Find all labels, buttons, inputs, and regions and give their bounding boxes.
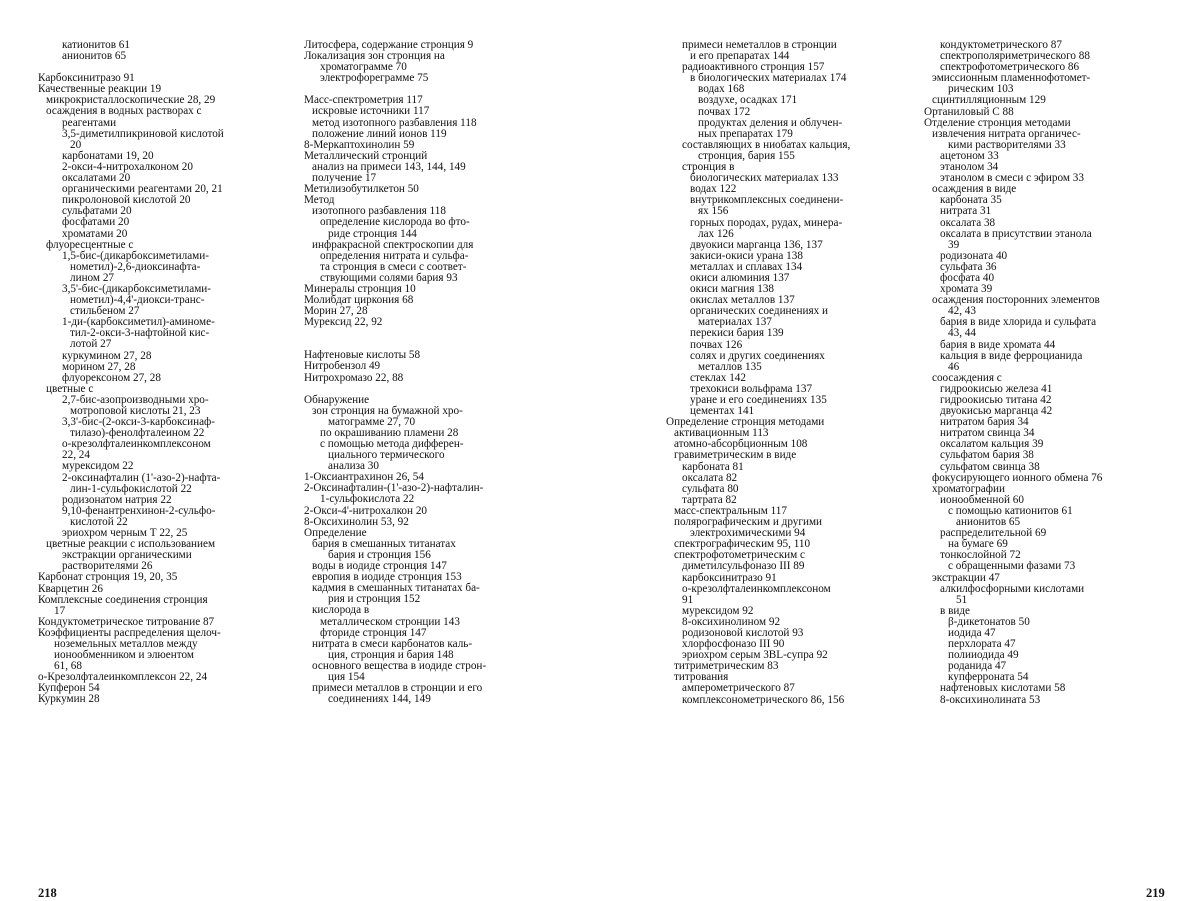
index-entry: анионитов 65 — [956, 516, 1021, 529]
index-entry: алкилфосфорными кислотами — [940, 582, 1085, 595]
index-entry: Метилизобутилкетон 50 — [304, 183, 419, 196]
index-entry: сульфата 80 — [682, 482, 739, 495]
index-entry: распределительной 69 — [940, 527, 1047, 540]
index-entry: ацетоном 33 — [940, 149, 999, 162]
index-entry: воздухе, осадках 171 — [698, 94, 798, 107]
index-entry: нитрата 31 — [940, 205, 992, 218]
index-entry: осаждения в водных растворах с — [46, 105, 202, 118]
index-entry: ция, стронция и бария 148 — [328, 648, 454, 661]
index-entry: Молибдат циркония 68 — [304, 294, 414, 307]
index-entry: 3,5-диметилпикриновой кислотой — [62, 127, 224, 140]
index-entry: ях 156 — [698, 205, 729, 218]
index-entry: карбоната 35 — [940, 194, 1002, 207]
index-entry: кислотой 22 — [70, 515, 128, 528]
index-entry: анализа 30 — [328, 460, 379, 473]
index-entry: 8-Меркаптохинолин 59 — [304, 138, 415, 151]
index-entry: металлическом стронции 143 — [320, 615, 460, 628]
index-entry: флуорексоном 27, 28 — [62, 371, 161, 384]
index-entry: ионообменной 60 — [940, 493, 1024, 506]
index-column-right-2 — [924, 40, 1176, 706]
index-entry: кадмия в смешанных титанатах ба- — [312, 582, 480, 595]
index-entry: мурексидом 92 — [682, 604, 754, 617]
index-entry: гидроокисью железа 41 — [940, 382, 1053, 395]
index-entry: хроматографии — [932, 482, 1005, 495]
index-entry: стильбеном 27 — [70, 305, 140, 318]
index-entry: Металлический стронций — [304, 149, 428, 162]
index-entry: цветные реакции с использованием — [46, 538, 216, 551]
index-entry: почвах 172 — [698, 105, 751, 118]
index-entry: металлов 135 — [698, 360, 762, 373]
index-entry: Куркумин 28 — [38, 693, 100, 706]
index-entry: 22, 24 — [62, 449, 90, 462]
index-entry: лин-1-сульфокислотой 22 — [70, 482, 192, 495]
index-entry: 42, 43 — [948, 305, 976, 318]
index-entry: осаждения в виде — [932, 183, 1017, 196]
index-entry: реагентами — [62, 116, 117, 129]
index-entry: получение 17 — [312, 172, 377, 185]
index-entry: 2-окси-4-нитрохалконом 20 — [62, 160, 193, 173]
index-entry: Карбонат стронция 19, 20, 35 — [38, 571, 178, 584]
index-entry: та стронция в смеси с соответ- — [320, 260, 467, 273]
index-entry: флуоресцентные с — [46, 238, 134, 251]
index-entry: 8-Оксихинолин 53, 92 — [304, 515, 409, 528]
index-entry: мотроповой кислоты 21, 23 — [70, 405, 201, 417]
index-entry: бария в виде хлорида и сульфата — [940, 316, 1097, 329]
index-entry: Метод — [304, 194, 335, 207]
index-entry: нометил)-4,4'-диокси-транс- — [70, 294, 205, 307]
index-entry: хроматограмме 70 — [320, 61, 407, 74]
index-entry: солях и других соединениях — [690, 349, 825, 362]
index-entry: морином 27, 28 — [62, 360, 136, 373]
index-entry: тартрата 82 — [682, 493, 737, 506]
index-entry: атомно-абсорбционным 108 — [674, 438, 808, 451]
index-entry: фокусирующего ионного обмена 76 — [932, 471, 1103, 484]
index-entry — [304, 328, 576, 339]
index-entry: 39 — [948, 238, 960, 251]
left-page — [38, 40, 578, 900]
index-entry: цветные с — [46, 382, 94, 395]
index-entry: спектрографическим 95, 110 — [674, 538, 811, 551]
index-entry: Нафтеновые кислоты 58 — [304, 349, 421, 362]
index-entry: в виде — [940, 604, 971, 617]
index-entry: окиси магния 138 — [690, 283, 775, 296]
index-entry: 2-оксинафталин (1'-азо-2)-нафта- — [62, 471, 221, 484]
index-entry: электрохимическими 94 — [690, 527, 806, 540]
index-entry: воды в иодиде стронция 147 — [312, 560, 447, 573]
index-entry: сульфатами 20 — [62, 205, 132, 218]
index-entry: нометил)-2,6-диоксинафта- — [70, 260, 201, 273]
index-entry: β-дикетонатов 50 — [948, 615, 1030, 628]
index-entry: гидроокисью титана 42 — [940, 394, 1052, 406]
index-entry: матограмме 27, 70 — [328, 415, 416, 428]
index-entry: тилазо)-фенолфталеином 22 — [70, 427, 205, 440]
index-entry: рическим 103 — [948, 83, 1014, 96]
index-entry: куркумином 27, 28 — [62, 349, 152, 362]
index-entry: 1-Оксиантрахинон 26, 54 — [304, 471, 424, 484]
index-entry: Масс-спектрометрия 117 — [304, 94, 423, 107]
index-entry: оксалата в присутствии этанола — [940, 227, 1092, 240]
index-entry: оксалата 38 — [940, 216, 996, 229]
index-column-left-2 — [304, 40, 576, 705]
index-entry: соединениях 144, 149 — [328, 693, 431, 706]
index-entry: Морин 27, 28 — [304, 305, 368, 318]
index-entry: масс-спектральным 117 — [674, 504, 787, 517]
index-entry: ноземельных металлов между — [54, 637, 198, 650]
index-entry: инфракрасной спектроскопии для — [312, 238, 474, 251]
index-entry: с обращенными фазами 73 — [948, 560, 1076, 573]
index-entry: спектрополяриметрического 88 — [940, 50, 1090, 63]
index-entry: Мурексид 22, 92 — [304, 316, 383, 329]
index-entry: рия и стронция 152 — [328, 593, 421, 606]
index-entry: тил-2-окси-3-нафтойной кис- — [70, 327, 210, 340]
index-entry: о-крезолфталеинкомплексоном — [62, 438, 211, 451]
index-entry: родизоновой кислотой 93 — [682, 626, 804, 639]
index-entry: трехокиси вольфрама 137 — [690, 382, 813, 395]
index-entry: 91 — [682, 593, 694, 606]
index-entry: фториде стронция 147 — [320, 626, 427, 639]
index-entry: титриметрическим 83 — [674, 660, 779, 673]
index-entry: в биологических материалах 174 — [690, 72, 847, 85]
index-entry: извлечения нитрата органичес- — [932, 127, 1081, 140]
page-number-left: 218 — [38, 886, 57, 900]
index-entry: Минералы стронция 10 — [304, 282, 416, 295]
index-entry: определения нитрата и сульфа- — [320, 249, 469, 262]
index-entry: этанолом 34 — [940, 161, 999, 174]
index-entry: 2-Оксинафталин-(1'-азо-2)-нафталин- — [304, 482, 484, 495]
index-entry: лином 27 — [70, 271, 115, 284]
index-entry: этанолом в смеси с эфиром 33 — [940, 172, 1084, 185]
index-entry: определение кислорода во фто- — [320, 216, 470, 229]
index-entry: искровые источники 117 — [312, 105, 430, 118]
index-entry: водах 122 — [690, 183, 737, 196]
index-entry: 43, 44 — [948, 327, 976, 340]
right-page — [666, 40, 1176, 900]
index-entry: растворителями 26 — [62, 560, 153, 573]
index-entry: на бумаге 69 — [948, 538, 1008, 551]
index-entry: с помощью катионитов 61 — [948, 504, 1073, 517]
index-entry: европия в иодиде стронция 153 — [312, 571, 462, 584]
index-entry: оксалатом кальция 39 — [940, 438, 1044, 451]
index-entry: и его препаратах 144 — [690, 50, 790, 63]
index-entry: кондуктометрического 87 — [940, 39, 1062, 51]
index-entry: фосфатами 20 — [62, 216, 130, 229]
index-entry: нитратом свинца 34 — [940, 427, 1035, 440]
index-entry: 51 — [956, 593, 968, 606]
index-entry: хроматами 20 — [62, 227, 128, 240]
index-entry: экстракции 47 — [932, 571, 1000, 584]
index-entry: ионообменником и элюентом — [54, 649, 194, 662]
index-entry: диметилсульфоназо III 89 — [682, 560, 805, 573]
index-entry: Качественные реакции 19 — [38, 83, 162, 96]
index-entry: амперометрического 87 — [682, 682, 795, 695]
index-entry: нитратом бария 34 — [940, 416, 1029, 429]
index-entry: о-крезолфталеинкомплексоном — [682, 582, 831, 595]
index-entry: почвах 126 — [690, 338, 743, 351]
index-entry: примеси неметаллов в стронции — [682, 39, 837, 51]
index-entry: 1,5-бис-(дикарбоксиметилами- — [62, 249, 209, 262]
index-entry: карбоксинитразо 91 — [682, 571, 777, 584]
index-entry: анионитов 65 — [62, 50, 127, 63]
index-entry: бария в смешанных титанатах — [312, 537, 456, 550]
index-entry: титрования — [674, 671, 729, 684]
index-entry: водах 168 — [698, 83, 745, 96]
index-entry: гравиметрическим в виде — [674, 449, 797, 462]
index-entry: 1-ди-(карбоксиметил)-аминоме- — [62, 316, 215, 329]
index-entry: оксалата 82 — [682, 471, 738, 484]
index-entry: Обнаружение — [304, 393, 370, 406]
index-entry: 9,10-фенантренхинон-2-сульфо- — [62, 504, 216, 517]
index-entry: комплексонометрического 86, 156 — [682, 693, 845, 706]
index-entry: хлорфосфоназо III 90 — [682, 638, 785, 651]
index-entry: спектрофотометрического 86 — [940, 61, 1080, 74]
index-entry: 17 — [54, 604, 66, 617]
index-entry: Ортаниловый С 88 — [924, 105, 1014, 118]
index-entry: кими растворителями 33 — [948, 138, 1066, 151]
index-entry: основного вещества в иодиде строн- — [312, 659, 487, 672]
index-entry: карбонатами 19, 20 — [62, 149, 154, 162]
index-entry: сцинтилляционным 129 — [932, 94, 1046, 107]
index-entry: окислах металлов 137 — [690, 294, 795, 307]
index-column-left-1 — [38, 40, 288, 706]
index-entry: метод изотопного разбавления 118 — [312, 116, 477, 129]
index-entry: с помощью метода дифферен- — [320, 438, 464, 450]
index-entry: закиси-окиси урана 138 — [690, 249, 803, 262]
index-entry: Карбоксинитразо 91 — [38, 72, 135, 85]
index-entry: 2-Окси-4'-нитрохалкон 20 — [304, 504, 428, 517]
index-entry: материалах 137 — [698, 316, 772, 329]
index-entry: лотой 27 — [70, 338, 112, 351]
index-entry: сульфата 36 — [940, 260, 997, 273]
index-entry: кислорода в — [312, 604, 370, 617]
index-column-right-1 — [666, 40, 916, 706]
index-entry: полииодида 49 — [948, 649, 1019, 662]
index-entry: риде стронция 144 — [328, 227, 417, 240]
index-entry: о-Крезолфталеинкомплексон 22, 24 — [38, 671, 208, 684]
index-entry: перхлората 47 — [948, 638, 1016, 651]
index-entry: соосаждения с — [932, 371, 1002, 384]
index-entry: Локализация зон стронция на — [304, 50, 445, 63]
index-entry: цементах 141 — [690, 405, 755, 418]
index-entry: 1-сульфокислота 22 — [320, 493, 415, 506]
index-entry: лах 126 — [698, 227, 734, 240]
index-entry: спектрофотометрическим с — [674, 549, 805, 562]
index-entry: Комплексные соединения стронция — [38, 593, 208, 606]
index-entry: эмиссионным пламеннофотомет- — [932, 72, 1091, 85]
index-entry: электрофореграмме 75 — [320, 72, 429, 85]
index-entry: мурексидом 22 — [62, 460, 134, 473]
index-entry: купферроната 54 — [948, 671, 1029, 684]
index-entry: эриохром серым 3BL-супра 92 — [682, 649, 828, 662]
index-entry: органических соединениях и — [690, 305, 829, 318]
index-entry: двуокисью марганца 42 — [940, 405, 1053, 418]
index-entry: горных породах, рудах, минера- — [690, 216, 843, 229]
index-entry: иодида 47 — [948, 626, 996, 639]
index-entry: 20 — [70, 138, 82, 151]
index-entry: по окрашиванию пламени 28 — [320, 426, 459, 439]
index-entry: анализ на примеси 143, 144, 149 — [312, 160, 466, 173]
index-entry: биологических материалах 133 — [690, 172, 839, 185]
index-entry: хромата 39 — [940, 283, 993, 296]
index-entry: уране и его соединениях 135 — [690, 394, 827, 406]
index-entry: стеклах 142 — [690, 371, 746, 384]
index-entry: 8-оксихинолином 92 — [682, 615, 781, 628]
index-entry: экстракции органическими — [62, 549, 192, 562]
index-entry: 46 — [948, 360, 960, 373]
index-entry: родизонатом натрия 22 — [62, 493, 172, 506]
index-entry: изотопного разбавления 118 — [312, 205, 446, 218]
index-entry: радиоактивного стронция 157 — [682, 61, 825, 74]
index-entry: карбоната 81 — [682, 460, 744, 473]
index-entry: ствующими солями бария 93 — [320, 271, 458, 284]
index-entry: активационным 113 — [674, 427, 769, 440]
index-entry: Определение стронция методами — [666, 416, 825, 429]
index-entry: Нитрохромазо 22, 88 — [304, 371, 404, 384]
index-entry: катионитов 61 — [62, 39, 130, 51]
index-entry: эриохром черным Т 22, 25 — [62, 527, 188, 540]
index-entry: 61, 68 — [54, 660, 82, 673]
index-entry: перекиси бария 139 — [690, 327, 784, 340]
index-entry: бария в виде хромата 44 — [940, 338, 1056, 351]
index-entry: 2,7-бис-азопроизводными хро- — [62, 393, 209, 406]
index-entry: Коэффициенты распределения щелоч- — [38, 626, 221, 639]
page-number-right: 219 — [1146, 886, 1165, 900]
index-entry: 3,5'-бис-(дикарбоксиметилами- — [62, 282, 211, 295]
index-entry: составляющих в ниобатах кальция, — [682, 138, 851, 151]
index-entry: Нитробензол 49 — [304, 360, 381, 373]
index-entry: Купферон 54 — [38, 682, 100, 695]
index-entry: нафтеновых кислотами 58 — [940, 682, 1066, 695]
index-entry: продуктах деления и облучен- — [698, 116, 843, 129]
index-entry: органическими реагентами 20, 21 — [62, 183, 223, 196]
index-entry: Определение — [304, 526, 367, 539]
index-entry: нитрата в смеси карбонатов каль- — [312, 637, 473, 650]
index-entry: окиси алюминия 137 — [690, 271, 790, 284]
index-entry: циального термического — [328, 449, 445, 462]
index-entry: сульфатом свинца 38 — [940, 460, 1040, 473]
index-entry: стронция, бария 155 — [698, 149, 795, 162]
index-entry: металлах и сплавах 134 — [690, 260, 803, 273]
index-entry: родизоната 40 — [940, 249, 1008, 262]
index-entry: сульфатом бария 38 — [940, 449, 1034, 462]
index-entry: ция 154 — [328, 670, 365, 683]
index-entry: Литосфера, содержание стронция 9 — [304, 39, 474, 51]
index-entry: микрокристаллоскопические 28, 29 — [46, 94, 216, 107]
index-entry: примеси металлов в стронции и его — [312, 682, 483, 695]
index-entry: пикролоновой кислотой 20 — [62, 194, 191, 207]
index-entry: 3,3'-бис-(2-окси-3-карбоксинаф- — [62, 416, 216, 429]
index-entry: 8-оксихинолината 53 — [940, 693, 1041, 706]
index-entry: двуокиси марганца 136, 137 — [690, 238, 823, 251]
index-entry: фосфата 40 — [940, 271, 995, 284]
index-entry: роданида 47 — [948, 660, 1007, 673]
index-entry: кальция в виде ферроцианида — [940, 349, 1083, 362]
index-entry: Кварцетин 26 — [38, 582, 103, 595]
index-entry: положение линий ионов 119 — [312, 127, 447, 140]
index-entry: Отделение стронция методами — [924, 116, 1071, 129]
index-entry: осаждения посторонних элементов — [932, 294, 1100, 307]
index-entry: оксалатами 20 — [62, 172, 131, 185]
index-entry: бария и стронция 156 — [328, 548, 431, 561]
index-entry: ных препаратах 179 — [698, 127, 793, 140]
index-entry: стронция в — [682, 161, 735, 174]
index-entry: внутрикомплексных соединени- — [690, 194, 844, 207]
index-entry: полярографическим и другими — [674, 516, 823, 529]
index-entry: тонкослойной 72 — [940, 549, 1021, 562]
index-entry — [304, 384, 576, 395]
index-entry: зон стронция на бумажной хро- — [312, 404, 463, 417]
index-entry: Кондуктометрическое титрование 87 — [38, 615, 215, 628]
